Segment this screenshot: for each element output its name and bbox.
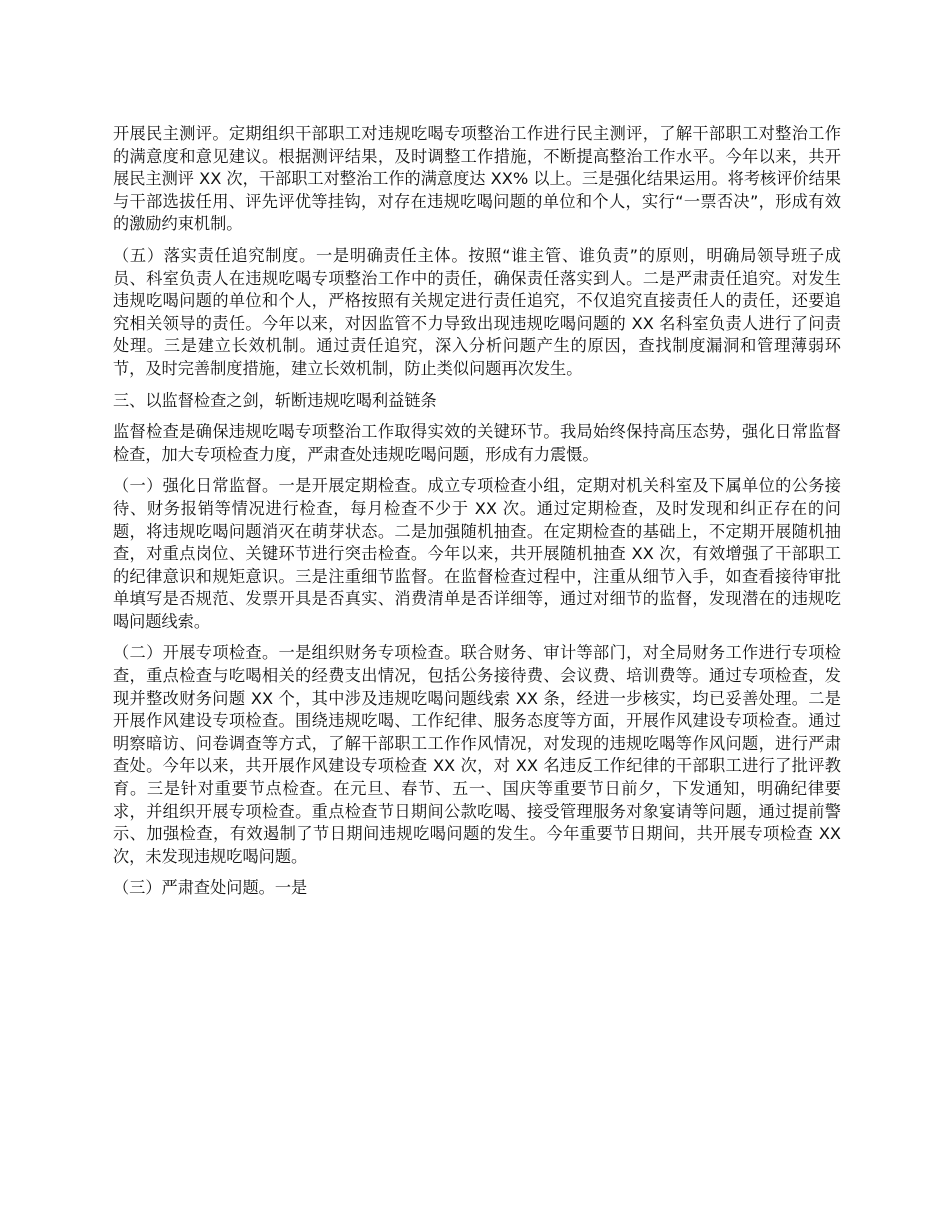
paragraph-handle-problems: （三）严肃查处问题。一是 xyxy=(113,878,308,898)
paragraph-accountability-system: （五）落实责任追究制度。一是明确责任主体。按照“谁主管、谁负责”的原则，明确局领导班子成员、科室负责人在违规吃喝专项整治工作中的责任，确保责任落实到人。二是严肃责任追究。对发生违规吃喝问题的单位和个人，严格按照有关规定进行责任追究，不仅追究直接责任人的责任，还要追究相关领导的责任。今年以来，对因监管不力导致出现违规吃喝问题的 XX 名科室负责人进行了问责处理。三是建立长效机制。通过责任追究，深入分析问题产生的原因，查找制度漏洞和管理薄弱环节，及时完善制度措施，建立长效机制，防止类似问题再次发生。 xyxy=(113,245,841,378)
paragraph-supervision-intro: 监督检查是确保违规吃喝专项整治工作取得实效的关键环节。我局始终保持高压态势，强化日常监督检查，加大专项检查力度，严肃查处违规吃喝问题，形成有力震慑。 xyxy=(113,422,841,464)
document-body xyxy=(113,123,841,909)
paragraph-special-inspection: （二）开展专项检查。一是组织财务专项检查。联合财务、审计等部门，对全局财务工作进行专项检查，重点检查与吃喝相关的经费支出情况，包括公务接待费、会议费、培训费等。通过专项检查，发现并整改财务问题 XX 个，其中涉及违规吃喝问题线索 XX 条，经进一步核实，均已妥善处理。二是开展作风建设专项检查。围绕违规吃喝、工作纪律、服务态度等方面，开展作风建设专项检查。通过明察暗访、问卷调查等方式，了解干部职工工作作风情况，对发现的违规吃喝等作风问题，进行严肃查处。今年以来，共开展作风建设专项检查 XX 次，对 XX 名违反工作纪律的干部职工进行了批评教育。三是针对重要节点检查。在元旦、春节、五一、国庆等重要节日前夕，下发通知，明确纪律要求，并组织开展专项检查。重点检查节日期间公款吃喝、接受管理服务对象宴请等问题，通过提前警示、加强检查，有效遏制了节日期间违规吃喝问题的发生。今年重要节日期间，共开展专项检查 XX 次，未发现违规吃喝问题。 xyxy=(113,643,841,866)
section-heading-supervision: 三、以监督检查之剑，斩断违规吃喝利益链条 xyxy=(113,390,437,410)
paragraph-daily-supervision: （一）强化日常监督。一是开展定期检查。成立专项检查小组，定期对机关科室及下属单位的公务接待、财务报销等情况进行检查，每月检查不少于 XX 次。通过定期检查，及时发现和纠正存在的问题，将违规吃喝问题消灭在萌芽状态。二是加强随机抽查。在定期检查的基础上，不定期开展随机抽查，对重点岗位、关键环节进行突击检查。今年以来，共开展随机抽查 XX 次，有效增强了干部职工的纪律意识和规矩意识。三是注重细节监督。在监督检查过程中，注重从细节入手，如查看接待审批单填写是否规范、发票开具是否真实、消费清单是否详细等，通过对细节的监督，发现潜在的违规吃喝问题线索。 xyxy=(113,476,841,631)
paragraph-democratic-evaluation: 开展民主测评。定期组织干部职工对违规吃喝专项整治工作进行民主测评，了解干部职工对整治工作的满意度和意见建议。根据测评结果，及时调整工作措施，不断提高整治工作水平。今年以来，共开展民主测评 XX 次，干部职工对整治工作的满意度达 XX% 以上。三是强化结果运用。将考核评价结果与干部选拔任用、评先评优等挂钩，对存在违规吃喝问题的单位和个人，实行“一票否决”，形成有效的激励约束机制。 xyxy=(113,124,841,234)
